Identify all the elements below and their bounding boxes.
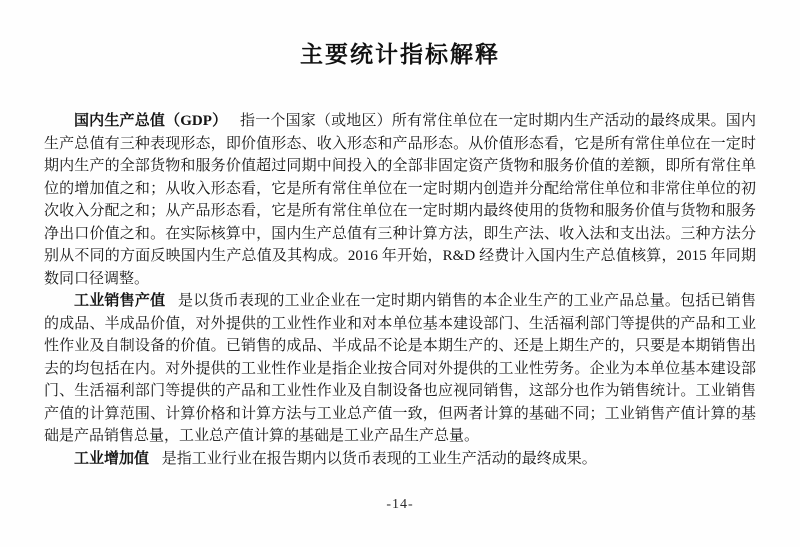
definition-text-gdp: 指一个国家（或地区）所有常住单位在一定时期内生产活动的最终成果。国内生产总值有三种表现形态，即价值形态、收入形态和产品形态。从价值形态看，它是所有常住单位在一定时期内生产的全部货物和服务价值超过同期中间投入的全部非固定资产货物和服务价值的差额，即所有常住单位的增加值之和；从收入形态看，它是所有常住单位在一定时期内创造并分配给常住单位和非常住单位的初次收入分配之和；从产品形态看，它是所有常住单位在一定时期内最终使用的货物和服务价值与货物和服务净出口价值之和。在实际核算中，国内生产总值有三种计算方法，即生产法、收入法和支出法。三种方法分别从不同的方面反映国内生产总值及其构成。2016 年开始，R&D 经费计入国内生产总值核算，2015 年同期数同口径调整。 xyxy=(44,113,756,287)
page-title: 主要统计指标解释 xyxy=(300,42,500,67)
definitions-content xyxy=(44,110,756,470)
definition-text-industrial-added-value: 是指工业行业在报告期内以货币表现的工业生产活动的最终成果。 xyxy=(161,450,597,467)
definition-paragraph-industrial-sales xyxy=(44,290,756,448)
definition-text-industrial-sales: 是以货币表现的工业企业在一定时期内销售的本企业生产的工业产品总量。包括已销售的成品、半成品价值，对外提供的工业性作业和对本单位基本建设部门、生活福利部门等提供的产品和工业性作业及自制设备的价值。已销售的成品、半成品不论是本期生产的、还是上期生产的，只要是本期销售出去的均包括在内。对外提供的工业性作业是指企业按合同对外提供的工业性劳务。企业为本单位基本建设部门、生活福利部门等提供的产品和工业性作业及自制设备也应视同销售，这部分也作为销售统计。工业销售产值的计算范围、计算价格和计算方法与工业总产值一致，但两者计算的基础不同；工业销售产值计算的基础是产品销售总量，工业总产值计算的基础是工业产品生产总量。 xyxy=(44,293,756,444)
page-number: -14- xyxy=(386,497,414,512)
definition-paragraph-industrial-added-value xyxy=(44,448,756,471)
definition-paragraph-gdp xyxy=(44,110,756,290)
term-label-gdp: 国内生产总值（GDP） xyxy=(74,113,228,129)
term-label-industrial-sales: 工业销售产值 xyxy=(74,293,166,309)
term-label-industrial-added-value: 工业增加值 xyxy=(74,450,150,467)
